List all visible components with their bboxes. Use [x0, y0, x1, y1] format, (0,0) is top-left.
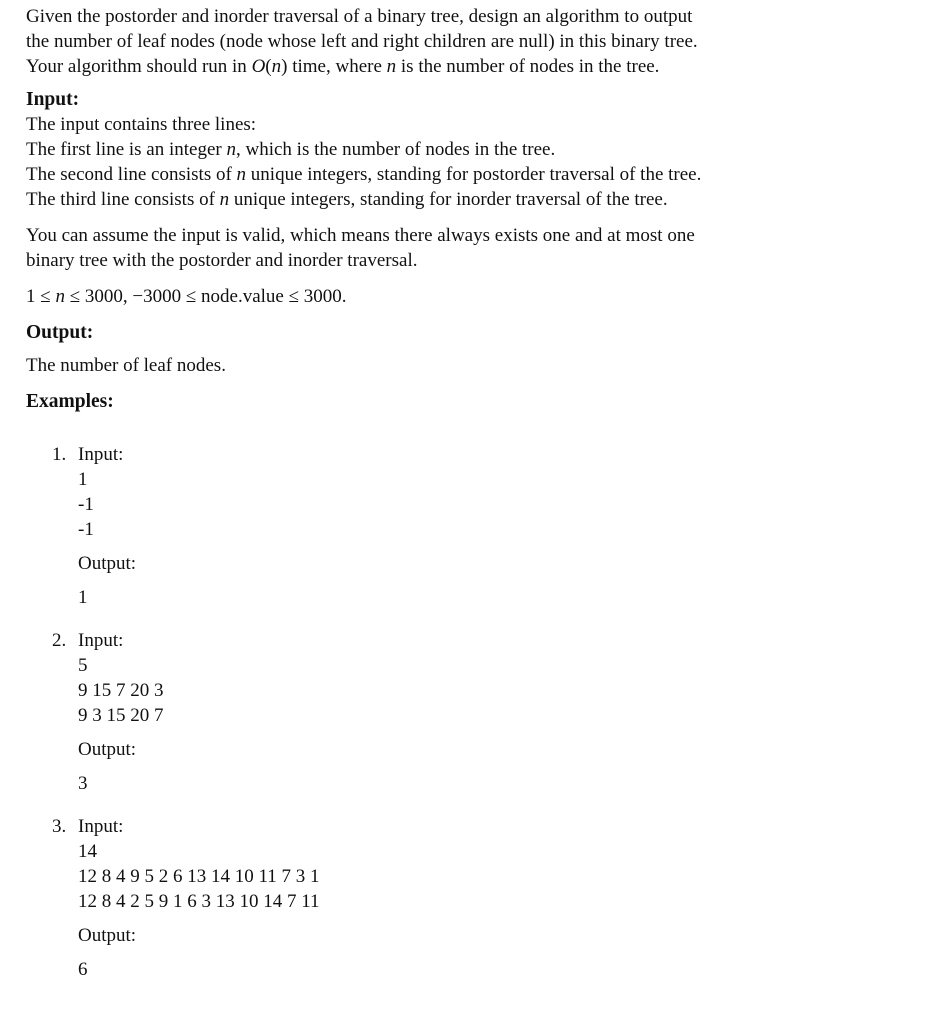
example-input-line: -1 — [78, 519, 94, 540]
input-line-3: The second line consists of n unique integers, standing for postorder traversal of the tree. — [26, 164, 702, 185]
example-output-label: Output: — [78, 925, 137, 946]
intro-paragraph — [26, 4, 906, 79]
example-item — [52, 628, 652, 796]
constraint-line: 1 ≤ n ≤ 3000, −3000 ≤ node.value ≤ 3000. — [26, 286, 347, 307]
example-input-label: Input: — [78, 816, 124, 837]
input-line-4: The third line consists of n unique integers, standing for inorder traversal of the tree. — [26, 189, 668, 210]
example-output-value: 3 — [78, 773, 88, 794]
input-line-1: The input contains three lines: — [26, 114, 257, 135]
example-body — [78, 442, 652, 610]
example-number: 3. — [52, 816, 67, 837]
output-text: The number of leaf nodes. — [26, 355, 226, 376]
intro-line-3: Your algorithm should run in O(n) time, where n is the number of nodes in the tree. — [26, 56, 660, 77]
example-body — [78, 814, 652, 982]
example-input-line: 5 — [78, 655, 88, 676]
examples-heading: Examples: — [26, 391, 114, 412]
intro-line-1: Given the postorder and inorder traversal of a binary tree, design an algorithm to output — [26, 6, 693, 27]
input-line-2: The first line is an integer n, which is the number of nodes in the tree. — [26, 139, 556, 160]
example-number: 2. — [52, 630, 67, 651]
output-heading: Output: — [26, 322, 94, 343]
example-input-line: -1 — [78, 494, 94, 515]
example-input-line: 1 — [78, 469, 88, 490]
examples-list — [52, 442, 652, 982]
intro-line-2: the number of leaf nodes (node whose left and right children are null) in this binary tree. — [26, 31, 698, 52]
example-input-line: 12 8 4 2 5 9 1 6 3 13 10 14 7 11 — [78, 891, 320, 912]
example-output-label: Output: — [78, 553, 137, 574]
example-output-label: Output: — [78, 739, 137, 760]
problem-statement — [26, 4, 906, 414]
example-input-line: 14 — [78, 841, 97, 862]
input-heading: Input: — [26, 89, 80, 110]
assumption-line-1: You can assume the input is valid, which means there always exists one and at most one — [26, 225, 695, 246]
example-output-value: 1 — [78, 587, 88, 608]
example-output-value: 6 — [78, 959, 88, 980]
example-input-line: 9 15 7 20 3 — [78, 680, 164, 701]
assumption-line-2: binary tree with the postorder and inorder traversal. — [26, 250, 418, 271]
example-item — [52, 814, 652, 982]
example-input-line: 9 3 15 20 7 — [78, 705, 164, 726]
example-number: 1. — [52, 444, 67, 465]
example-input-label: Input: — [78, 630, 124, 651]
input-section — [26, 87, 906, 212]
example-item — [52, 442, 652, 610]
assumption-paragraph — [26, 223, 906, 273]
example-input-label: Input: — [78, 444, 124, 465]
example-input-line: 12 8 4 9 5 2 6 13 14 10 11 7 3 1 — [78, 866, 320, 887]
example-body — [78, 628, 652, 796]
